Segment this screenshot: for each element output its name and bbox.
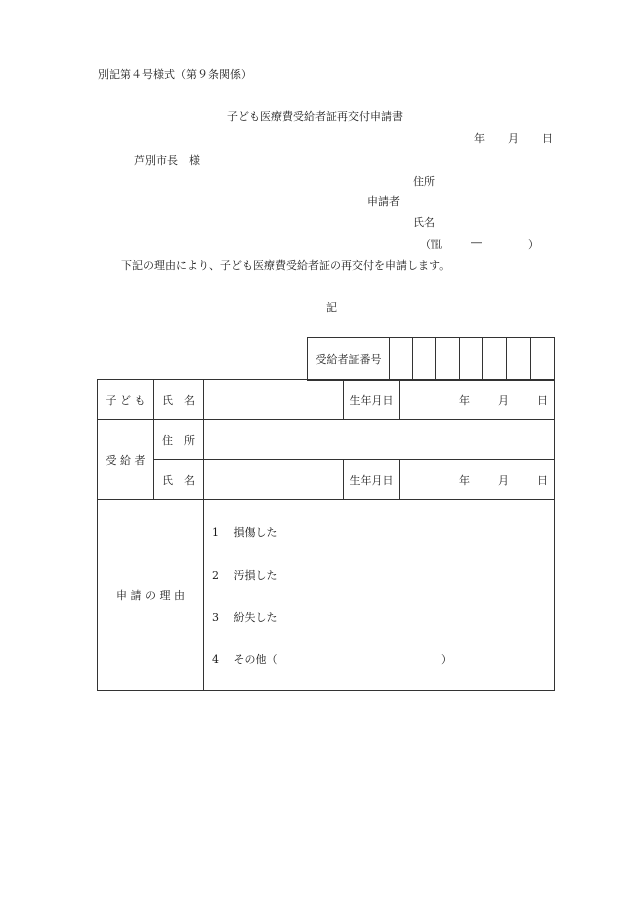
child-dob-field[interactable] — [400, 380, 555, 420]
date-day-label: 日 — [542, 132, 553, 145]
cert-digit-box[interactable] — [436, 338, 460, 381]
document-title: 子ども医療費受給者証再交付申請書 — [227, 110, 403, 123]
cert-digit-box[interactable] — [390, 338, 413, 381]
cert-digit-box[interactable] — [531, 338, 555, 381]
recipient-dob-label: 生年月日 — [344, 460, 400, 500]
cert-digit-box[interactable] — [413, 338, 436, 381]
recipient-address-field[interactable] — [204, 420, 555, 460]
applicant-label: 申請者 — [367, 195, 400, 208]
date-year-label: 年 — [474, 132, 485, 145]
applicant-name-label: 氏名 — [413, 216, 435, 229]
child-name-label: 氏 名 — [154, 380, 204, 420]
recipient-dob-day: 日 — [537, 473, 548, 487]
reason-label: 申 請 の 理 由 — [98, 500, 204, 691]
applicant-address-label: 住所 — [413, 175, 435, 188]
tel-dash: ― — [471, 236, 482, 249]
reason-option-soiled[interactable]: 2 汚損した — [212, 569, 278, 582]
date-month-label: 月 — [508, 132, 519, 145]
child-dob-year: 年 — [459, 393, 470, 407]
cert-digit-box[interactable] — [483, 338, 507, 381]
recipient-name-label: 氏 名 — [154, 460, 204, 500]
reason-option-damaged[interactable]: 1 損傷した — [212, 526, 278, 539]
reason-option-lost[interactable]: 3 紛失した — [212, 611, 278, 624]
recipient-name-row — [98, 460, 555, 500]
recipient-name-field[interactable] — [204, 460, 344, 500]
recipient-dob-field[interactable] — [400, 460, 555, 500]
main-table — [97, 379, 555, 691]
recipient-dob-month: 月 — [498, 473, 509, 487]
reason-option-other[interactable]: 4 その他（ — [212, 653, 278, 666]
recipient-dob-year: 年 — [459, 473, 470, 487]
child-dob-label: 生年月日 — [344, 380, 400, 420]
cert-number-label: 受給者証番号 — [308, 338, 390, 381]
cert-digit-box[interactable] — [507, 338, 531, 381]
child-row — [98, 380, 555, 420]
recipient-label: 受 給 者 — [98, 420, 154, 500]
child-label: 子 ど も — [98, 380, 154, 420]
form-number: 別記第４号様式（第９条関係） — [98, 68, 252, 81]
reason-other-close: ） — [441, 653, 452, 666]
cert-digit-box[interactable] — [460, 338, 483, 381]
intro-text: 下記の理由により、子ども医療費受給者証の再交付を申請します。 — [121, 259, 451, 272]
addressee: 芦別市長 様 — [134, 154, 200, 167]
child-dob-day: 日 — [537, 393, 548, 407]
child-dob-month: 月 — [498, 393, 509, 407]
ki-label: 記 — [326, 301, 337, 314]
tel-open: （℡ — [420, 238, 442, 251]
tel-close: ） — [528, 238, 539, 251]
recipient-address-label: 住 所 — [154, 420, 204, 460]
reason-row — [98, 500, 555, 691]
recipient-address-row — [98, 420, 555, 460]
cert-number-table — [307, 337, 555, 381]
child-name-field[interactable] — [204, 380, 344, 420]
